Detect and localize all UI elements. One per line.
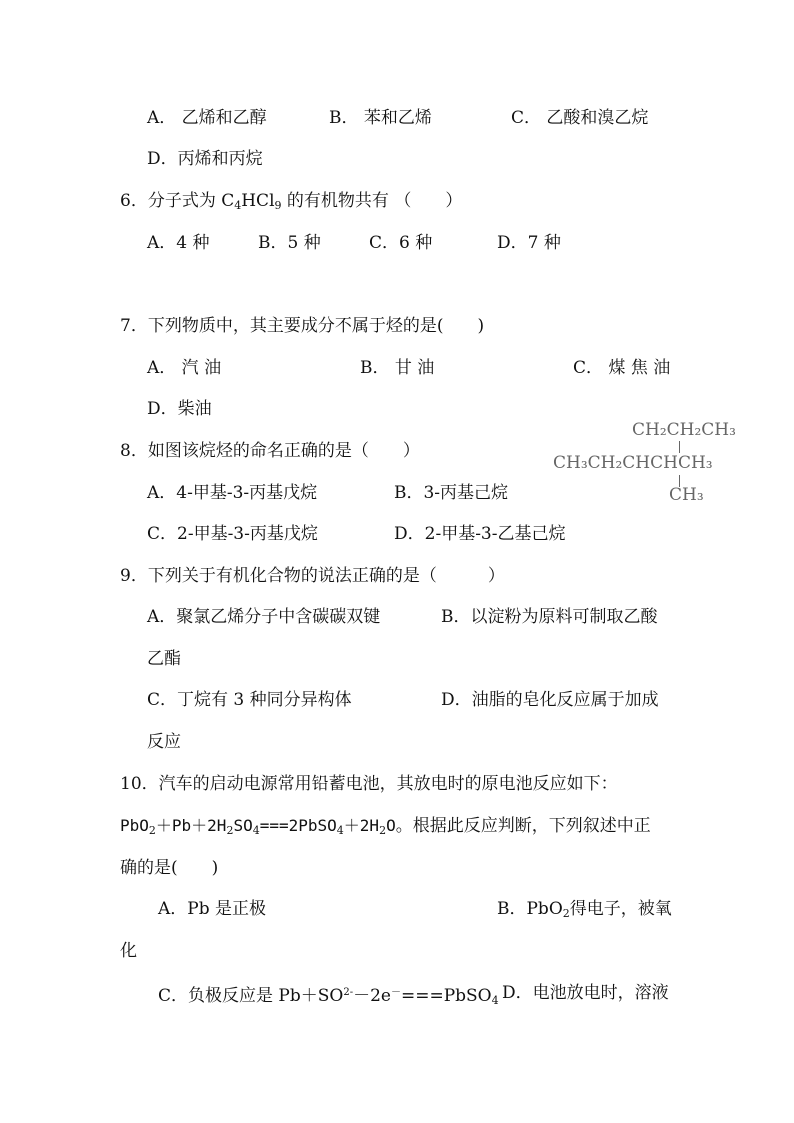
eq-o: O (386, 816, 396, 835)
q9-option-a: A．聚氯乙烯分子中含碳碳双键 (147, 607, 381, 627)
eq-sub1: 2 (148, 824, 156, 837)
alkane-structure-diagram (551, 418, 766, 508)
q10-stem-end: 确的是( ) (120, 858, 219, 878)
q10-c-sup2: － (390, 987, 401, 998)
q10-b-pre: B．PbO (497, 899, 563, 919)
q5-option-a: A． 乙烯和乙醇 (147, 108, 267, 128)
eq-sub5: 2 (379, 824, 387, 837)
q6-stem-mid: HCl (241, 191, 275, 211)
eq-tail: 。根据此反应判断，下列叙述中正 (395, 816, 651, 836)
q8-option-d: D．2-甲基-3-乙基己烷 (394, 524, 566, 544)
q8-stem: 8．如图该烷烃的命名正确的是（ ） (120, 441, 420, 461)
q9-option-d-cont: 反应 (147, 732, 181, 752)
q10-b-sub: 2 (562, 907, 570, 920)
q6-option-a: A．4 种 (147, 233, 210, 253)
q6-option-d: D．7 种 (497, 233, 561, 253)
q6-option-c: C．6 种 (369, 233, 433, 253)
q5-option-c: C． 乙酸和溴乙烷 (511, 108, 649, 128)
structure-main-chain: CH₃CH₂CHCHCH₃ (553, 453, 713, 473)
q6-sub2: 9 (274, 199, 282, 212)
q7-stem: 7．下列物质中，其主要成分不属于烃的是( ) (120, 316, 485, 336)
structure-top-chain: CH₂CH₂CH₃ (632, 420, 736, 440)
eq-so: SO (233, 816, 253, 835)
q9-option-d: D．油脂的皂化反应属于加成 (441, 690, 659, 710)
q10-c-post: ===PbSO (400, 986, 492, 1006)
q7-option-b: B． 甘 油 (360, 358, 435, 378)
q10-b-post: 得电子，被氧 (569, 899, 672, 919)
structure-methyl: CH₃ (669, 485, 704, 505)
q9-stem: 9．下列关于有机化合物的说法正确的是（ ） (120, 566, 505, 586)
q10-equation (120, 815, 651, 842)
q6-stem-suffix: 的有机物共有 （ ） (281, 191, 463, 211)
q5-option-b: B． 苯和乙烯 (329, 108, 432, 128)
q9-option-c: C．丁烷有 3 种同分异构体 (147, 690, 352, 710)
q6-option-b: B．5 种 (258, 233, 321, 253)
structure-bond-top (679, 441, 680, 453)
q6-sub1: 4 (234, 199, 242, 212)
q6-stem-prefix: 6．分子式为 C (120, 191, 235, 211)
q7-option-a: A． 汽 油 (147, 358, 222, 378)
q10-option-b-cont: 化 (120, 941, 137, 961)
q6-stem (120, 190, 462, 217)
q10-stem: 10．汽车的启动电源常用铅蓄电池，其放电时的原电池反应如下： (120, 774, 618, 794)
eq-equals: ===2PbSO (259, 816, 337, 835)
q9-option-b: B．以淀粉为原料可制取乙酸 (441, 607, 658, 627)
q7-option-d: D．柴油 (147, 399, 212, 419)
eq-pbo: PbO (120, 816, 149, 835)
q8-option-b: B．3-丙基己烷 (394, 483, 509, 503)
q10-option-d: D．电池放电时，溶液 (502, 983, 669, 1003)
eq-plus-h: ＋2H (343, 816, 380, 835)
eq-sub2: 2 (226, 824, 234, 837)
q10-c-mid: －2e (353, 986, 391, 1006)
q7-option-c: C． 煤 焦 油 (573, 358, 671, 378)
q8-option-c: C．2-甲基-3-丙基戊烷 (147, 524, 318, 544)
q10-option-a: A．Pb 是正极 (158, 899, 267, 919)
eq-sub4: 4 (336, 824, 344, 837)
q10-c-sup: 2- (343, 987, 354, 998)
eq-plus-pb: ＋Pb＋2H (155, 816, 227, 835)
q10-option-c (158, 982, 499, 1012)
q10-c-pre: C．负极反应是 Pb＋SO (158, 986, 344, 1006)
eq-sub3: 4 (252, 824, 260, 837)
q5-option-d: D．丙烯和丙烷 (147, 149, 263, 169)
q8-option-a: A．4-甲基-3-丙基戊烷 (147, 483, 318, 503)
q9-option-b-cont: 乙酯 (147, 649, 181, 669)
q10-c-sub: 4 (491, 994, 499, 1007)
q10-option-b (497, 898, 672, 925)
